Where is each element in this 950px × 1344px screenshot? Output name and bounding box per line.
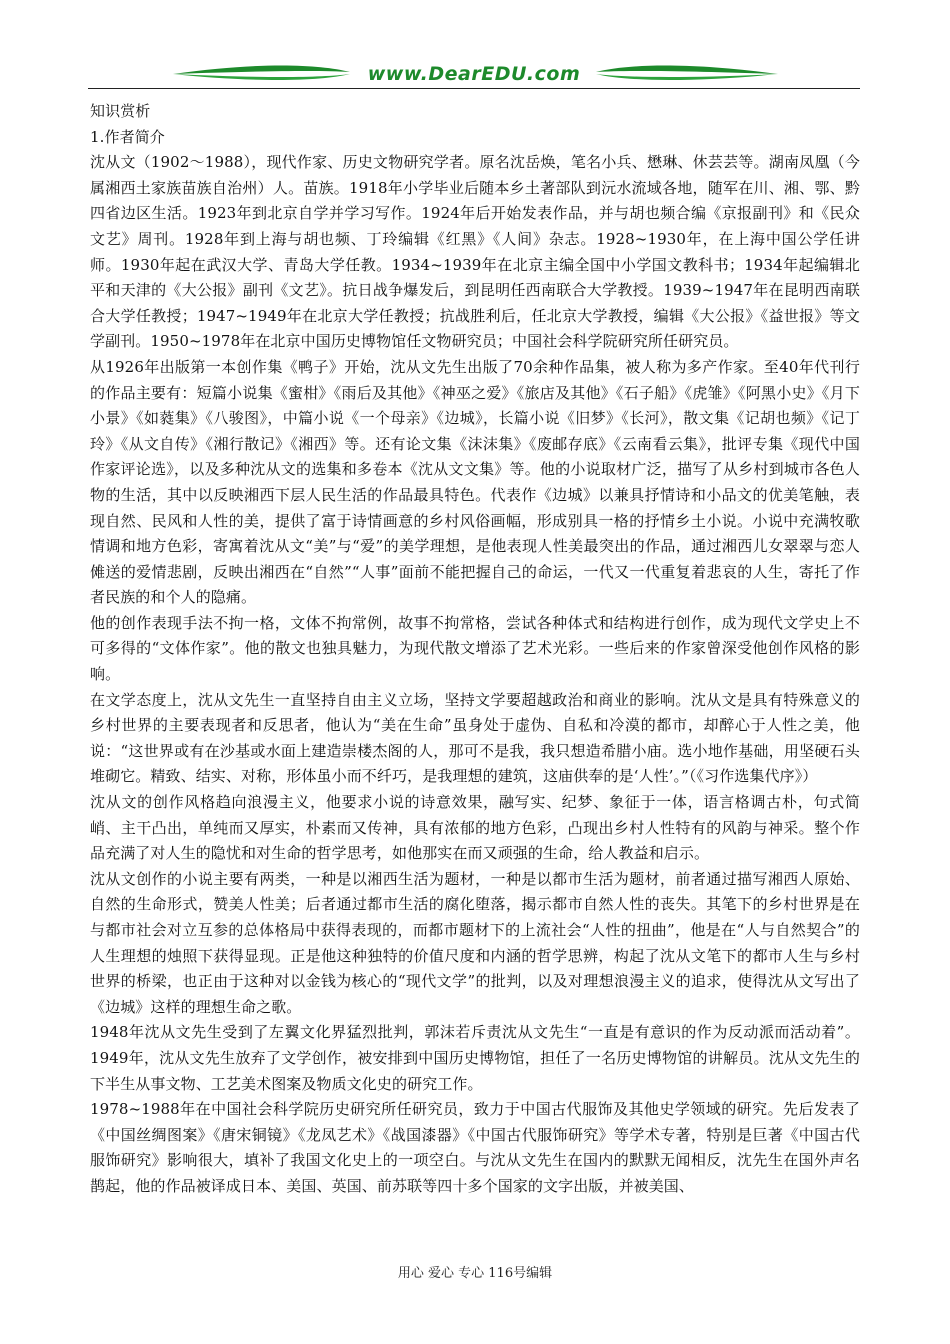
paragraph: 他的创作表现手法不拘一格，文体不拘常例，故事不拘常格，尝试各种体式和结构进行创作，成为现代文学史上不可多得的“文体作家”。他的散文也独具魅力，为现代散文增添了艺术光彩。一些后来的作家曾深受他创作风格的影响。 bbox=[90, 613, 860, 684]
paragraph: 1948年沈从文先生受到了左翼文化界猛烈批判，郭沫若斥责沈从文先生“一直是有意识的作为反动派而活动着”。1949年，沈从文先生放弃了文学创作，被安排到中国历史博物馆，担任了一名历史博物馆的讲解员。沈从文先生的下半生从事文物、工艺美术图案及物质文化史的研究工作。 bbox=[90, 1023, 860, 1093]
paragraph: 在文学态度上，沈从文先生一直坚持自由主义立场，坚持文学要超越政治和商业的影响。沈从文是具有特殊意义的乡村世界的主要表现者和反思者，他认为“美在生命”虽身处于虚伪、自私和冷漠的都市，却醉心于人性之美，他说：“这世界或有在沙基或水面上建造崇楼杰阁的人，那可不是我，我只想造希腊小庙。选小地作基础，用坚硬石头堆砌它。精致、结实、对称，形体虽小而不纤巧，是我理想的建筑，这庙供奉的是‘人性’。”（《习作选集代序》） bbox=[90, 690, 860, 786]
paragraph: 从1926年出版第一本创作集《鸭子》开始，沈从文先生出版了70余种作品集，被人称为多产作家。至40年代刊行的作品主要有：短篇小说集《蜜柑》《雨后及其他》《神巫之爱》《旅店及其他》《石子船》《虎雏》《阿黑小史》《月下小景》《如蕤集》《八骏图》，中篇小说《一个母亲》《边城》，长篇小说《旧梦》《长河》，散文集《记胡也频》《记丁玲》《从文自传》《湘行散记》《湘西》等。还有论文集《沫沫集》《废邮存底》《云南看云集》，批评专集《现代中国作家评论选》，以及多种沈从文的选集和多卷本《沈从文文集》等。他的小说取材广泛，描写了从乡村到城市各色人物的生活，其中以反映湘西下层人民生活的作品最具特色。代表作《边城》以兼具抒情诗和小品文的优美笔触，表现自然、民风和人性的美，提供了富于诗情画意的乡村风俗画幅，形成别具一格的抒情乡土小说。小说中充满牧歌情调和地方色彩，寄寓着沈从文“美”与“爱”的美学理想，是他表现人性美最突出的作品，通过湘西儿女翠翠与恋人傩送的爱情悲剧，反映出湘西在“自然”“人事”面前不能把握自己的命运，一代又一代重复着悲哀的人生，寄托了作者民族的和个人的隐痛。 bbox=[90, 357, 860, 607]
subsection-title: 1.作者简介 bbox=[90, 127, 165, 146]
article-body bbox=[90, 99, 860, 1200]
site-url[interactable]: www.DearEDU.com bbox=[367, 63, 581, 85]
paragraph: 沈从文的创作风格趋向浪漫主义，他要求小说的诗意效果，融写实、纪梦、象征于一体，语言格调古朴，句式简峭、主干凸出，单纯而又厚实，朴素而又传神，具有浓郁的地方色彩，凸现出乡村人性特有的风韵与神采。整个作品充满了对人生的隐忧和对生命的哲学思考，如他那实在而又顽强的生命，给人教益和启示。 bbox=[90, 793, 860, 863]
section-title: 知识赏析 bbox=[90, 102, 151, 120]
paragraph: 沈从文（1902～1988），现代作家、历史文物研究学者。原名沈岳焕，笔名小兵、懋琳、休芸芸等。湖南凤凰（今属湘西土家族苗族自治州）人。苗族。1918年小学毕业后随本乡土著部队到沅水流域各地，随军在川、湘、鄂、黔四省边区生活。1923年到北京自学并学习写作。1924年后开始发表作品，并与胡也频合编《京报副刊》和《民众文艺》周刊。1928年到上海与胡也频、丁玲编辑《红黑》《人间》杂志。1928~1930年，在上海中国公学任讲师。1930年起在武汉大学、青岛大学任教。1934~1939年在北京主编全国中小学国文教科书；1934年起编辑北平和天津的《大公报》副刊《文艺》。抗日战争爆发后，到昆明任西南联合大学教授。1939~1947年在昆明西南联合大学任教授；1947~1949年在北京大学任教授；抗战胜利后，任北京大学教授，编辑《大公报》《益世报》等文学副刊。1950~1978年在北京中国历史博物馆任文物研究员；中国社会科学院研究所任研究员。 bbox=[90, 153, 860, 351]
page-footer: 用心 爱心 专心 116号编辑 bbox=[397, 1266, 553, 1281]
header-divider bbox=[88, 88, 860, 89]
paragraph: 1978~1988年在中国社会科学院历史研究所任研究员，致力于中国古代服饰及其他史学领域的研究。先后发表了《中国丝绸图案》《唐宋铜镜》《龙凤艺术》《战国漆器》《中国古代服饰研究》等学术专著，特别是巨著《中国古代服饰研究》影响很大，填补了我国文化史上的一项空白。与沈从文先生在国内的默默无闻相反，沈先生在国外声名鹊起，他的作品被译成日本、美国、英国、前苏联等四十多个国家的文字出版，并被美国、 bbox=[90, 1100, 860, 1195]
paragraph: 沈从文创作的小说主要有两类，一种是以湘西生活为题材，一种是以都市生活为题材，前者通过描写湘西人原始、自然的生命形式，赞美人性美；后者通过都市生活的腐化堕落，揭示都市自然人性的丧失。其笔下的乡村世界是在与都市社会对立互参的总体格局中获得表现的，而都市题材下的上流社会“人性的扭曲”，他是在“人与自然契合”的人生理想的烛照下获得显现。正是他这种独特的价值尺度和内涵的哲学思辨，构起了沈从文笔下的都市人生与乡村世界的桥梁，也正由于这种对以金钱为核心的“现代文学”的批判，以及对理想浪漫主义的追求，使得沈从文写出了《边城》这样的理想生命之歌。 bbox=[90, 869, 860, 1016]
